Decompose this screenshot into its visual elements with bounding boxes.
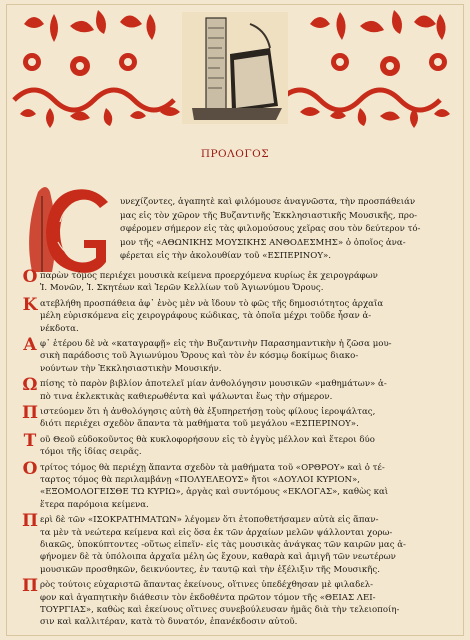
tulip-icon	[310, 10, 446, 40]
text-line: μουσικῶν προσθηκῶν, δεικνύοντες, ἐν ταυτῷ καὶ τὴν ἐξέλιξιν τῆς Μουσικῆς.	[40, 564, 380, 575]
text-line: ερὶ δὲ τῶν «ΙΣΟΚΡΑΤΗΜΑΤΩΝ» λέγομεν ὅτι ἐτοποθετήσαμεν αὐτὰ εἰς ἅπαν-	[40, 515, 379, 526]
text-line: σικὴ παράδοσις τοῦ Ἁγιωνύμου Ὄρους καὶ τὸν ἐν κόσμῳ δοκίμως διακο-	[40, 351, 359, 362]
paragraph	[40, 434, 450, 459]
text-line: ΤΟΥΡΓΙΑΣ», καθὼς καὶ ἐκείνους οἵτινες συνεβούλευσαν ἡμᾶς διὰ τὴν τελειοποίη-	[40, 605, 400, 615]
text-line: σιν καὶ καλλιτέραν, κατὰ τὸ δυνατόν, ἐπανέκδοσιν αὐτοῦ.	[40, 617, 298, 628]
page-title: ΠΡΟΛΟΓΟΣ	[200, 148, 270, 160]
text-line: διότι περιέχει σχεδὸν ἅπαντα τὰ μαθήματα τοῦ μεγάλου «ΕΣΠΕΡΙΝΟΥ».	[40, 419, 359, 430]
paragraph	[40, 514, 450, 576]
paragraph	[40, 378, 450, 403]
text-line: νέκδοτα.	[40, 323, 79, 334]
floral-border-ornament	[10, 4, 460, 132]
paragraph	[40, 579, 450, 629]
text-line: φέρεται εἰς τὴν ἀκολουθίαν τοῦ «ΕΣΠΕΡΙΝΟΥ».	[120, 251, 332, 262]
text-line: ιστεύομεν ὅτι ἡ ἀνθολόγησις αὐτὴ θὰ ἐξυπηρετήσῃ τοὺς φίλους ἱεροψάλτας,	[40, 407, 376, 417]
text-line: πὸ τινα ἐκλεκτικὰς καθιερωθέντα καὶ ψάλωνται ἕως τὴν σήμερον.	[40, 391, 333, 402]
text-line: σφέρομεν σήμερον εἰς τὰς φιλομούσους χεῖρας σου τὸν δεύτερον τό-	[120, 224, 421, 235]
text-line: μας εἰς τὸν χῶρον τῆς Βυζαντινῆς Ἐκκλησιαστικῆς Μουσικῆς, προ-	[120, 210, 418, 221]
book-illustration	[182, 12, 288, 124]
paragraph-initial: Ο	[22, 267, 38, 287]
paragraph	[40, 406, 450, 431]
text-line: φον καὶ ἀγαπητικὴν διάθεσιν τὸν ἐκδοθέντα πρῶτον τόμον τῆς «ΘΕΙΑΣ ΛΕΙ-	[40, 592, 376, 603]
paragraph	[40, 462, 450, 512]
text-line: τα μὲν τὰ νεώτερα κείμενα καὶ εἰς ὅσα ἐκ τῶν ἀρχαίων μελῶν ψάλλονται χορω-	[40, 527, 393, 538]
text-line: τόμοι τῆς ἰδίας σειρᾶς.	[40, 447, 142, 458]
text-line: φήνομεν δὲ τὰ ὑπόλοιπα ἀρχαῖα μέλη ὡς ἔχουν, καθαρὰ καὶ ἀμιγῆ τῶν νεωτέρων	[40, 552, 396, 563]
text-line: ταρτος τόμος θὰ περιλαμβάνῃ «ΠΟΛΥΕΛΕΟΥΣ» ἤτοι «ΔΟΥΛΟΙ ΚΥΡΙΟΝ»,	[40, 475, 361, 485]
paragraph-intro	[120, 196, 446, 264]
tulip-icon	[24, 10, 156, 42]
paragraph	[40, 270, 450, 295]
paragraph-initial: Τ	[23, 430, 37, 451]
text-line: ρὸς τούτοις εὐχαριστῶ ἅπαντας ἐκείνους, οἵτινες ὑπεδέχθησαν μὲ φιλαδελ-	[40, 580, 374, 591]
paragraph-initial: Α	[23, 335, 37, 355]
paragraph	[40, 338, 450, 375]
text-line: παρὼν τόμος περιέχει μουσικὰ κείμενα προερχόμενα κυρίως ἐκ χειρογράφων	[40, 271, 378, 281]
text-line: νούντων τὴν Ἐκκλησιαστικὴν Μουσικήν.	[40, 363, 222, 374]
text-line: διακῶς, ὑποκύπτοντες -οὕτως εἰπεῖν- εἰς τὰς μουσικὰς ἀνάγκας τῶν καιρῶν μας ἀ-	[40, 540, 406, 550]
paragraph-initial: Ο	[22, 458, 38, 479]
paragraph	[40, 298, 450, 335]
paragraph-initial: Ω	[22, 375, 38, 396]
paragraph-initial: Π	[22, 403, 39, 423]
decorated-initial-g	[20, 172, 120, 282]
text-line: υνεχίζοντες, ἀγαπητὲ καὶ φιλόμουσε ἀναγνῶστα, τὴν προσπάθειάν	[120, 197, 416, 207]
text-line: πίσης τὸ παρὸν βιβλίον ἀποτελεῖ μίαν ἀνθολόγησιν μουσικῶν «μαθημάτων» ἀ-	[40, 379, 387, 390]
text-line: ἕτερα παρόμοια κείμενα.	[40, 499, 149, 510]
text-line: οῦ Θεοῦ εὐδοκοῦντος θὰ κυκλοφορήσουν εἰς τὸ ἐγγὺς μέλλον καὶ ἕτεροι δύο	[40, 434, 375, 445]
text-line: Ἱ. Μονῶν, Ἱ. Σκητέων καὶ Ἱερῶν Κελλίων τοῦ Ἁγιωνύμου Ὄρους.	[40, 283, 324, 294]
text-line: μέλη εὑρισκόμενα εἰς χειρογράφους κώδικας, τὰ ὁποῖα μέχρι τοῦδε ἦσαν ἀ-	[40, 311, 372, 322]
text-line: ατεβλήθη προσπάθεια ἀφ᾽ ἑνὸς μὲν νὰ ἴδουν τὸ φῶς τῆς δημοσιότητος ἀρχαῖα	[40, 298, 384, 309]
text-line: μον τῆς «ΑΘΩΝΙΚΗΣ ΜΟΥΣΙΚΗΣ ΑΝΘΟΔΕΣΜΗΣ» ὁ ὁποῖος ἀνα-	[120, 237, 406, 248]
text-line: «ΕΞΟΜΟΛΟΓΕΙΣΘΕ ΤΩ ΚΥΡΙΩ», ἀργὰς καὶ συντόμους «ΕΚΛΟΓΑΣ», καθὼς καὶ	[40, 487, 389, 498]
text-line: φ᾽ ἑτέρου δὲ νὰ «καταγραφῇ» εἰς τὴν Βυζαντινὴν Παρασημαντικὴν ἡ ζῶσα μου-	[40, 339, 392, 349]
paragraph-initial: Κ	[22, 294, 38, 315]
text-line: τρίτος τόμος θὰ περιέχῃ ἅπαντα σχεδὸν τὰ μαθήματα τοῦ «ΟΡΘΡΟΥ» καὶ ὁ τέ-	[40, 462, 385, 473]
paragraph-initial: Π	[22, 511, 39, 532]
paragraph-initial: Π	[22, 576, 39, 597]
